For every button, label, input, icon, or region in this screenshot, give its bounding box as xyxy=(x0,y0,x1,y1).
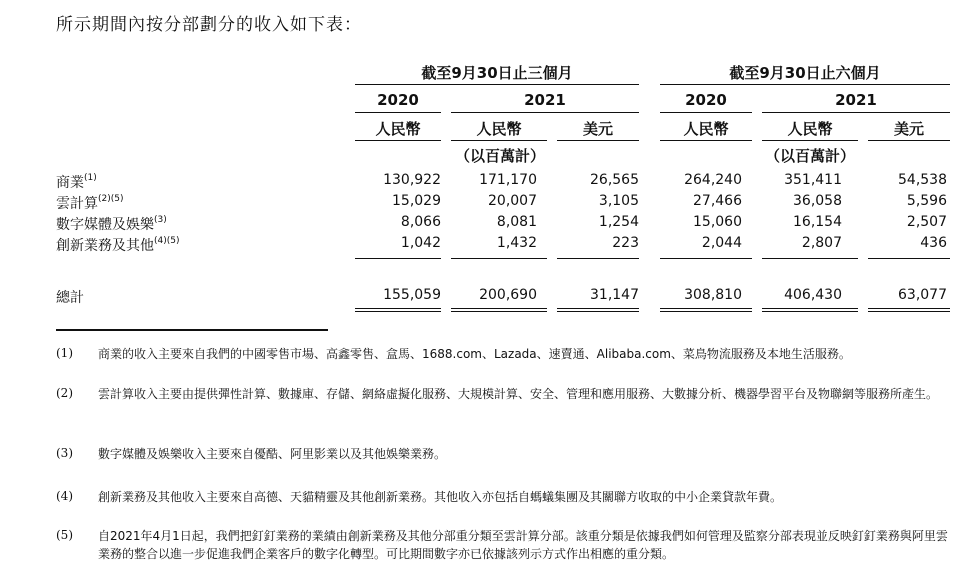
header-currency-5: 人民幣 xyxy=(787,120,833,138)
footnote-1-number: (1) xyxy=(56,346,73,360)
cell-cloud-6m-2021-usd: 5,596 xyxy=(906,193,947,209)
cell-innovation-6m-2020-rmb: 2,044 xyxy=(701,235,742,251)
cell-media-3m-2020-rmb: 8,066 xyxy=(400,214,441,230)
total-rule-5 xyxy=(762,308,858,309)
total-rule-5b xyxy=(762,311,858,312)
header-period-3m: 截至9月30日止三個月 xyxy=(421,64,573,82)
total-rule-2b xyxy=(451,311,547,312)
header-rule-year-1 xyxy=(355,112,441,113)
header-rule-currency-5 xyxy=(762,140,858,141)
header-unit-6m: （以百萬計） xyxy=(764,147,855,165)
header-currency-6: 美元 xyxy=(893,120,924,138)
cell-media-6m-2021-rmb: 16,154 xyxy=(793,214,842,230)
footnote-4-number: (4) xyxy=(56,489,73,503)
cell-cloud-3m-2020-rmb: 15,029 xyxy=(392,193,441,209)
footnote-3-text: 數字媒體及娛樂收入主要來自優酷、阿里影業以及其他娛樂業務。 xyxy=(98,447,447,461)
cell-cloud-6m-2021-rmb: 36,058 xyxy=(793,193,842,209)
cell-total-6m-2020-rmb: 308,810 xyxy=(684,287,742,303)
cell-commerce-6m-2020-rmb: 264,240 xyxy=(684,172,742,188)
subtotal-rule-5 xyxy=(762,258,858,259)
row-label-total: 總計 xyxy=(56,290,84,306)
header-period-6m: 截至9月30日止六個月 xyxy=(729,64,881,82)
cell-innovation-6m-2021-rmb: 2,807 xyxy=(801,235,842,251)
footnote-5-number: (5) xyxy=(56,528,73,542)
cell-total-6m-2021-usd: 63,077 xyxy=(898,287,947,303)
header-rule-year-2 xyxy=(451,112,639,113)
cell-commerce-3m-2021-usd: 26,565 xyxy=(590,172,639,188)
header-year-2: 2021 xyxy=(524,91,566,109)
header-rule-year-3 xyxy=(660,112,752,113)
header-rule-currency-6 xyxy=(868,140,950,141)
cell-commerce-6m-2021-rmb: 351,411 xyxy=(784,172,842,188)
header-rule-currency-4 xyxy=(660,140,752,141)
subtotal-rule-3 xyxy=(557,258,639,259)
header-currency-4: 人民幣 xyxy=(683,120,729,138)
header-rule-currency-2 xyxy=(451,140,547,141)
cell-cloud-6m-2020-rmb: 27,466 xyxy=(693,193,742,209)
row-label-media: 數字媒體及娛樂$^{(3)}$ xyxy=(56,215,167,233)
total-rule-4 xyxy=(660,308,752,309)
cell-innovation-3m-2021-usd: 223 xyxy=(612,235,639,251)
header-year-3: 2020 xyxy=(685,91,727,109)
footnote-1-text: 商業的收入主要來自我們的中國零售市場、高鑫零售、盒馬、1688.com、Lazada、速賣通、Alibaba.com、菜鳥物流服務及本地生活服務。 xyxy=(98,347,851,361)
cell-commerce-3m-2021-rmb: 171,170 xyxy=(479,172,537,188)
header-rule-currency-3 xyxy=(557,140,639,141)
cell-cloud-3m-2021-rmb: 20,007 xyxy=(488,193,537,209)
header-rule-currency-1 xyxy=(355,140,441,141)
footnote-2-text: 雲計算收入主要由提供彈性計算、數據庫、存儲、網絡虛擬化服務、大規模計算、安全、管理和應用服務、大數據分析、機器學習平台及物聯網等服務所產生。 xyxy=(98,387,939,401)
footnote-separator xyxy=(56,329,328,331)
header-currency-1: 人民幣 xyxy=(375,120,421,138)
row-label-innovation: 創新業務及其他$^{(4)(5)}$ xyxy=(56,236,180,254)
cell-commerce-3m-2020-rmb: 130,922 xyxy=(383,172,441,188)
cell-innovation-3m-2021-rmb: 1,432 xyxy=(496,235,537,251)
header-currency-3: 美元 xyxy=(582,120,613,138)
cell-media-6m-2021-usd: 2,507 xyxy=(906,214,947,230)
total-rule-3b xyxy=(557,311,639,312)
cell-innovation-3m-2020-rmb: 1,042 xyxy=(400,235,441,251)
subtotal-rule-4 xyxy=(660,258,752,259)
cell-innovation-6m-2021-usd: 436 xyxy=(920,235,947,251)
cell-commerce-6m-2021-usd: 54,538 xyxy=(898,172,947,188)
cell-total-3m-2020-rmb: 155,059 xyxy=(383,287,441,303)
header-currency-2: 人民幣 xyxy=(476,120,522,138)
header-year-4: 2021 xyxy=(835,91,877,109)
subtotal-rule-6 xyxy=(868,258,950,259)
total-rule-4b xyxy=(660,311,752,312)
header-rule-period-6m xyxy=(660,84,950,85)
cell-media-3m-2021-rmb: 8,081 xyxy=(496,214,537,230)
cell-media-6m-2020-rmb: 15,060 xyxy=(693,214,742,230)
total-rule-6b xyxy=(868,311,950,312)
cell-total-3m-2021-rmb: 200,690 xyxy=(479,287,537,303)
subtotal-rule-1 xyxy=(355,258,441,259)
total-rule-3 xyxy=(557,308,639,309)
total-rule-1b xyxy=(355,311,441,312)
header-year-1: 2020 xyxy=(377,91,419,109)
header-rule-period-3m xyxy=(355,84,639,85)
cell-cloud-3m-2021-usd: 3,105 xyxy=(598,193,639,209)
total-rule-2 xyxy=(451,308,547,309)
total-rule-1 xyxy=(355,308,441,309)
total-rule-6 xyxy=(868,308,950,309)
footnote-3-number: (3) xyxy=(56,446,73,460)
header-unit-3m: （以百萬計） xyxy=(454,147,545,165)
row-label-cloud: 雲計算$^{(2)(5)}$ xyxy=(56,194,124,212)
cell-media-3m-2021-usd: 1,254 xyxy=(598,214,639,230)
subtotal-rule-2 xyxy=(451,258,547,259)
row-label-commerce: 商業$^{(1)}$ xyxy=(56,173,97,191)
footnote-2-number: (2) xyxy=(56,386,73,400)
cell-total-6m-2021-rmb: 406,430 xyxy=(784,287,842,303)
footnote-5-text: 自2021年4月1日起，我們把釘釘業務的業績由創新業務及其他分部重分類至雲計算分部。該重分類是依據我們如何管理及監察分部表現並反映釘釘業務與阿里雲業務的整合以進一步促進我們企業客戶的數字化轉型。可比期間數字亦已依據該列示方式作出相應的重分類。 xyxy=(98,529,948,561)
cell-total-3m-2021-usd: 31,147 xyxy=(590,287,639,303)
footnote-4-text: 創新業務及其他收入主要來自高德、天貓精靈及其他創新業務。其他收入亦包括自螞蟻集團及其關聯方收取的中小企業貸款年費。 xyxy=(98,490,783,504)
header-rule-year-4 xyxy=(762,112,950,113)
intro-text: 所示期間內按分部劃分的收入如下表： xyxy=(56,15,362,35)
